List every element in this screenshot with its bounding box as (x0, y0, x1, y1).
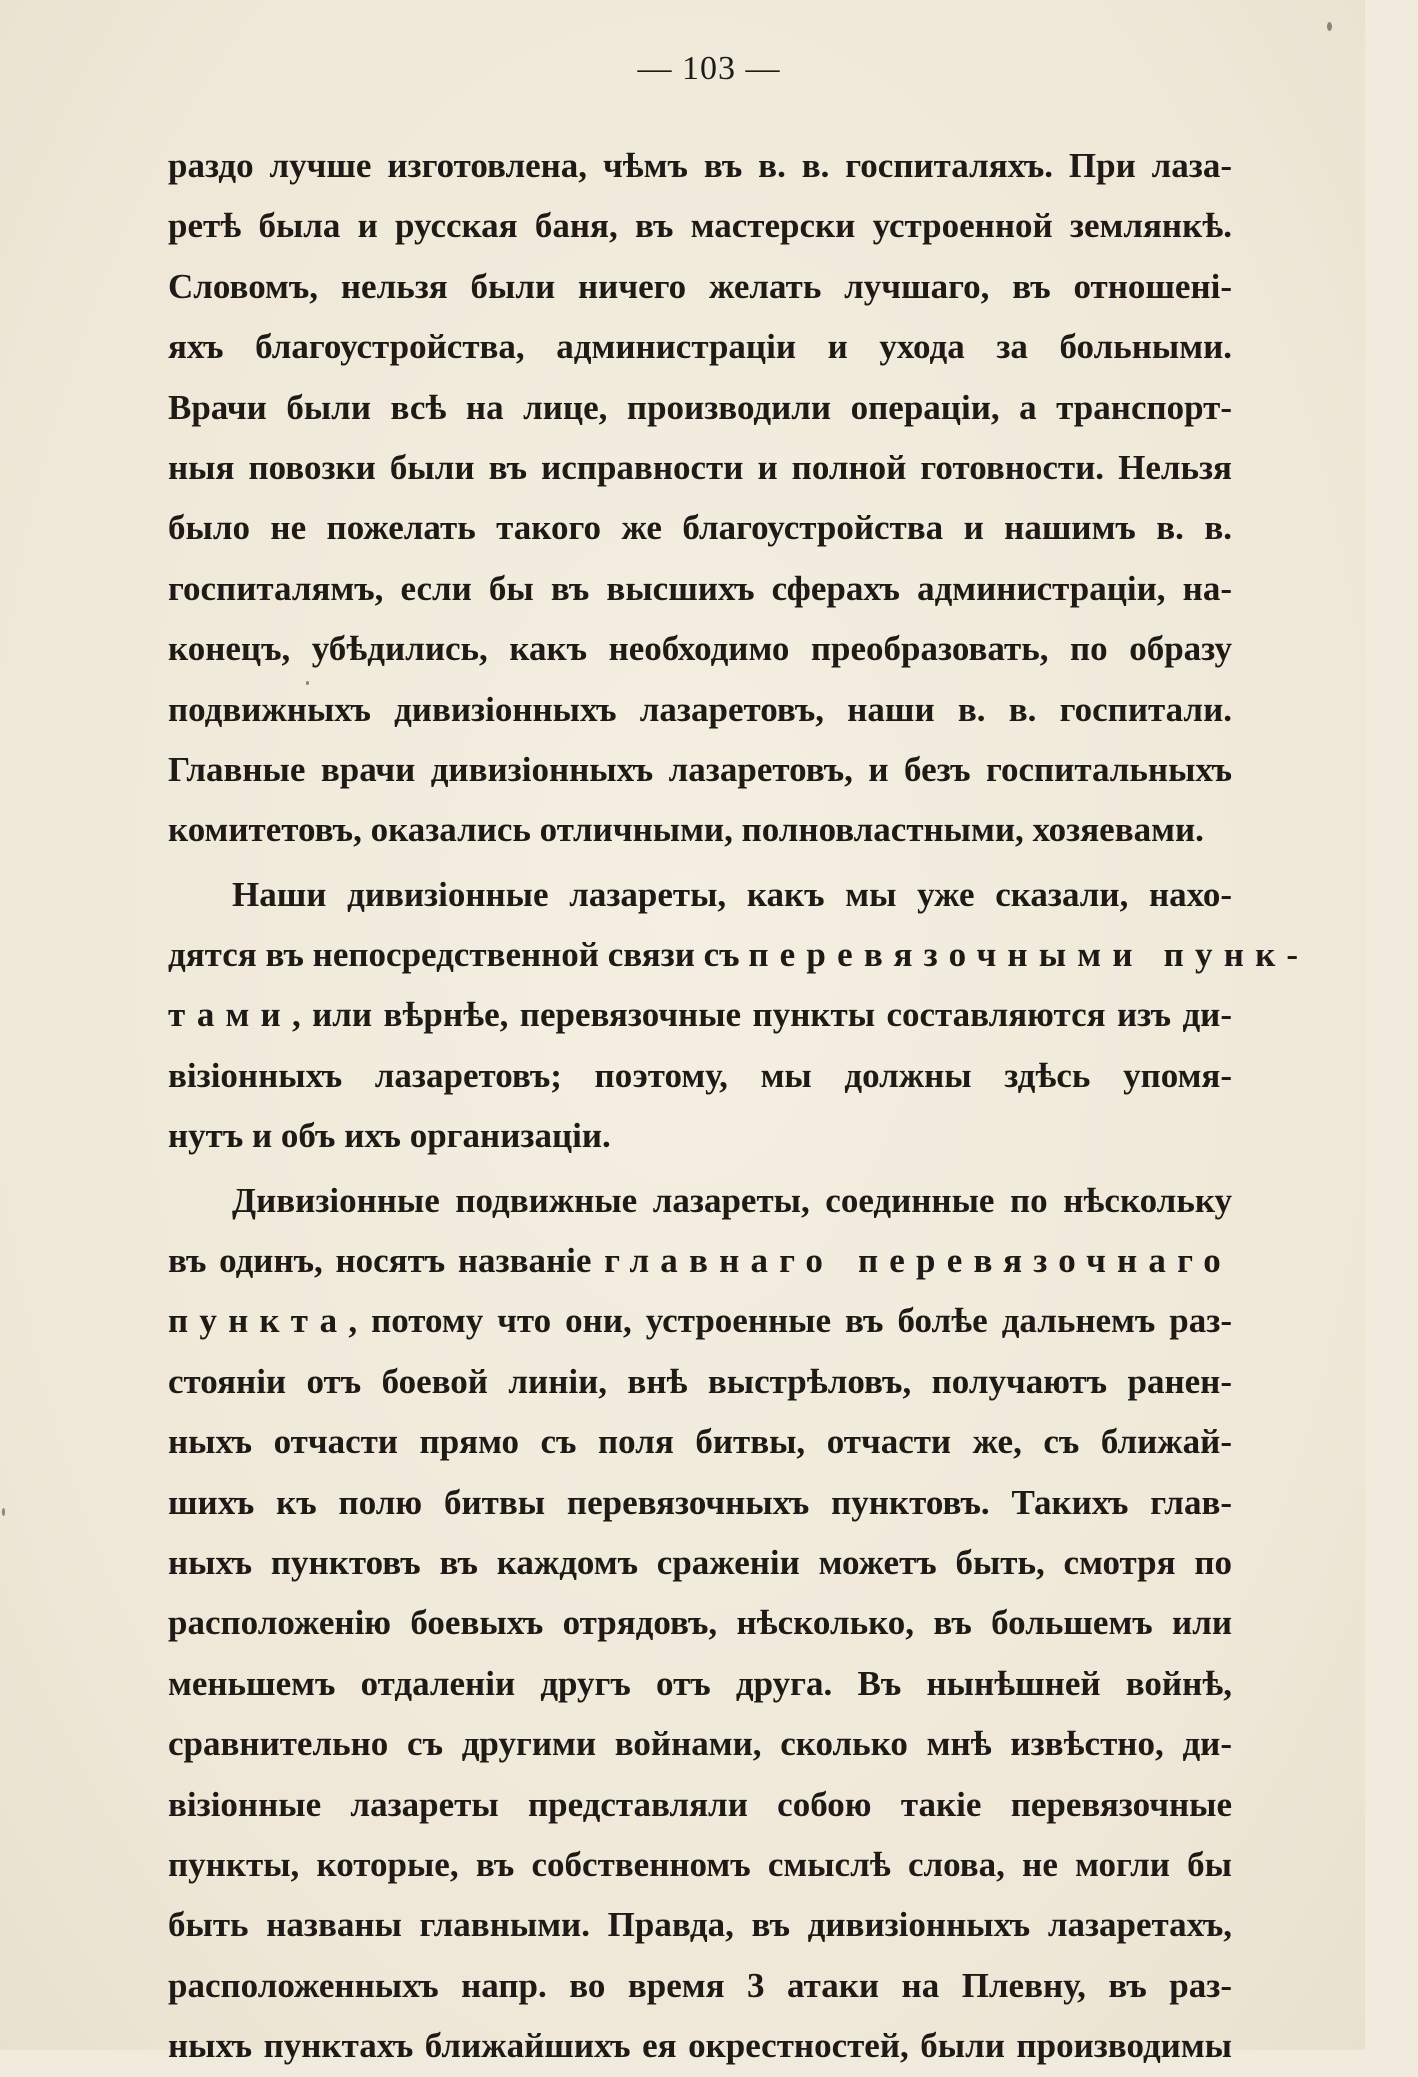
text-line: Наши дивизіонные лазареты, какъ мы уже сказали, нахо- (232, 874, 1232, 914)
text-line: было не пожелать такого же благоустройства и нашимъ в. в. (168, 508, 1232, 548)
text-line: быть названы главными. Правда, въ дивизіонныхъ лазаретахъ, (168, 1905, 1232, 1945)
text-run: , потому что они, устроенные въ болѣе дальнемъ раз- (348, 1301, 1232, 1341)
spaced-emphasis: пункта (168, 1301, 349, 1341)
spaced-emphasis: перевязочными пунк- (748, 935, 1310, 975)
text-line: Главные врачи дивизіонныхъ лазаретовъ, и безъ госпитальныхъ (168, 749, 1232, 789)
text-line (168, 925, 1310, 985)
text-line: расположенію боевыхъ отрядовъ, нѣсколько, въ большемъ или (168, 1603, 1232, 1643)
text-line: пункты, которые, въ собственномъ смыслѣ слова, не могли бы (168, 1844, 1232, 1884)
text-line: стояніи отъ боевой линіи, внѣ выстрѣловъ, получаютъ ранен- (168, 1361, 1232, 1401)
text-run: дятся въ непосредственной связи съ (168, 935, 749, 975)
paragraph-1 (168, 136, 1232, 861)
text-line: шихъ къ полю битвы перевязочныхъ пунктовъ. Такихъ глав- (168, 1482, 1232, 1522)
text-line: Дивизіонные подвижные лазареты, соединные по нѣскольку (232, 1180, 1232, 1220)
text-line: ныхъ пунктовъ въ каждомъ сраженіи можетъ быть, смотря по (168, 1542, 1232, 1582)
paper-speck (1327, 22, 1332, 31)
text-line: сравнительно съ другими войнами, сколько мнѣ извѣстно, ди- (168, 1724, 1232, 1764)
text-line (168, 1231, 1232, 1291)
text-line: конецъ, убѣдились, какъ необходимо преобразовать, по образу (168, 629, 1232, 669)
text-line: Словомъ, нельзя были ничего желать лучшаго, въ отношені- (168, 266, 1232, 306)
body-text (168, 136, 1310, 2077)
paragraph-2 (168, 865, 1310, 1167)
text-line (168, 1291, 1232, 1351)
page-number: — 103 — (637, 50, 781, 87)
text-run: въ одинъ, носятъ названіе (168, 1241, 605, 1281)
paper-speck (306, 681, 309, 685)
paragraph-3 (168, 1171, 1232, 2077)
text-line: візіонные лазареты представляли собою такіе перевязочные (168, 1784, 1232, 1824)
text-line: подвижныхъ дивизіонныхъ лазаретовъ, наши в. в. госпитали. (168, 689, 1232, 729)
text-line: візіонныхъ лазаретовъ; поэтому, мы должны здѣсь упомя- (168, 1055, 1232, 1095)
text-line: яхъ благоустройства, администраціи и ухода за больными. (168, 327, 1232, 367)
text-line: ныхъ отчасти прямо съ поля битвы, отчасти же, съ ближай- (168, 1422, 1232, 1462)
text-line: ретѣ была и русская баня, въ мастерски устроенной землянкѣ. (168, 206, 1232, 246)
spaced-emphasis: тами (168, 995, 292, 1035)
text-run: , или вѣрнѣе, перевязочные пункты составляются изъ ди- (291, 995, 1232, 1035)
text-line: комитетовъ, оказались отличными, полновластными, хозяевами. (168, 810, 1204, 850)
text-line: нутъ и объ ихъ организаціи. (168, 1116, 611, 1156)
text-line: раздо лучше изготовлена, чѣмъ въ в. в. госпиталяхъ. При лаза- (168, 146, 1232, 185)
text-line: меньшемъ отдаленіи другъ отъ друга. Въ нынѣшней войнѣ, (168, 1663, 1232, 1703)
text-line (168, 985, 1232, 1045)
text-line: ныя повозки были въ исправности и полной готовности. Нельзя (168, 447, 1232, 487)
paper-speck (2, 1508, 5, 1516)
text-line: Врачи были всѣ на лице, производили операціи, а транспорт- (168, 387, 1232, 427)
text-line: ныхъ пунктахъ ближайшихъ ея окрестностей, были производимы (168, 2026, 1232, 2066)
text-line: расположенныхъ напр. во время 3 атаки на Плевну, въ раз- (168, 1965, 1232, 2005)
text-line: госпиталямъ, если бы въ высшихъ сферахъ администраціи, на- (168, 568, 1232, 608)
spaced-emphasis: главнаго перевязочнаго (604, 1241, 1232, 1281)
